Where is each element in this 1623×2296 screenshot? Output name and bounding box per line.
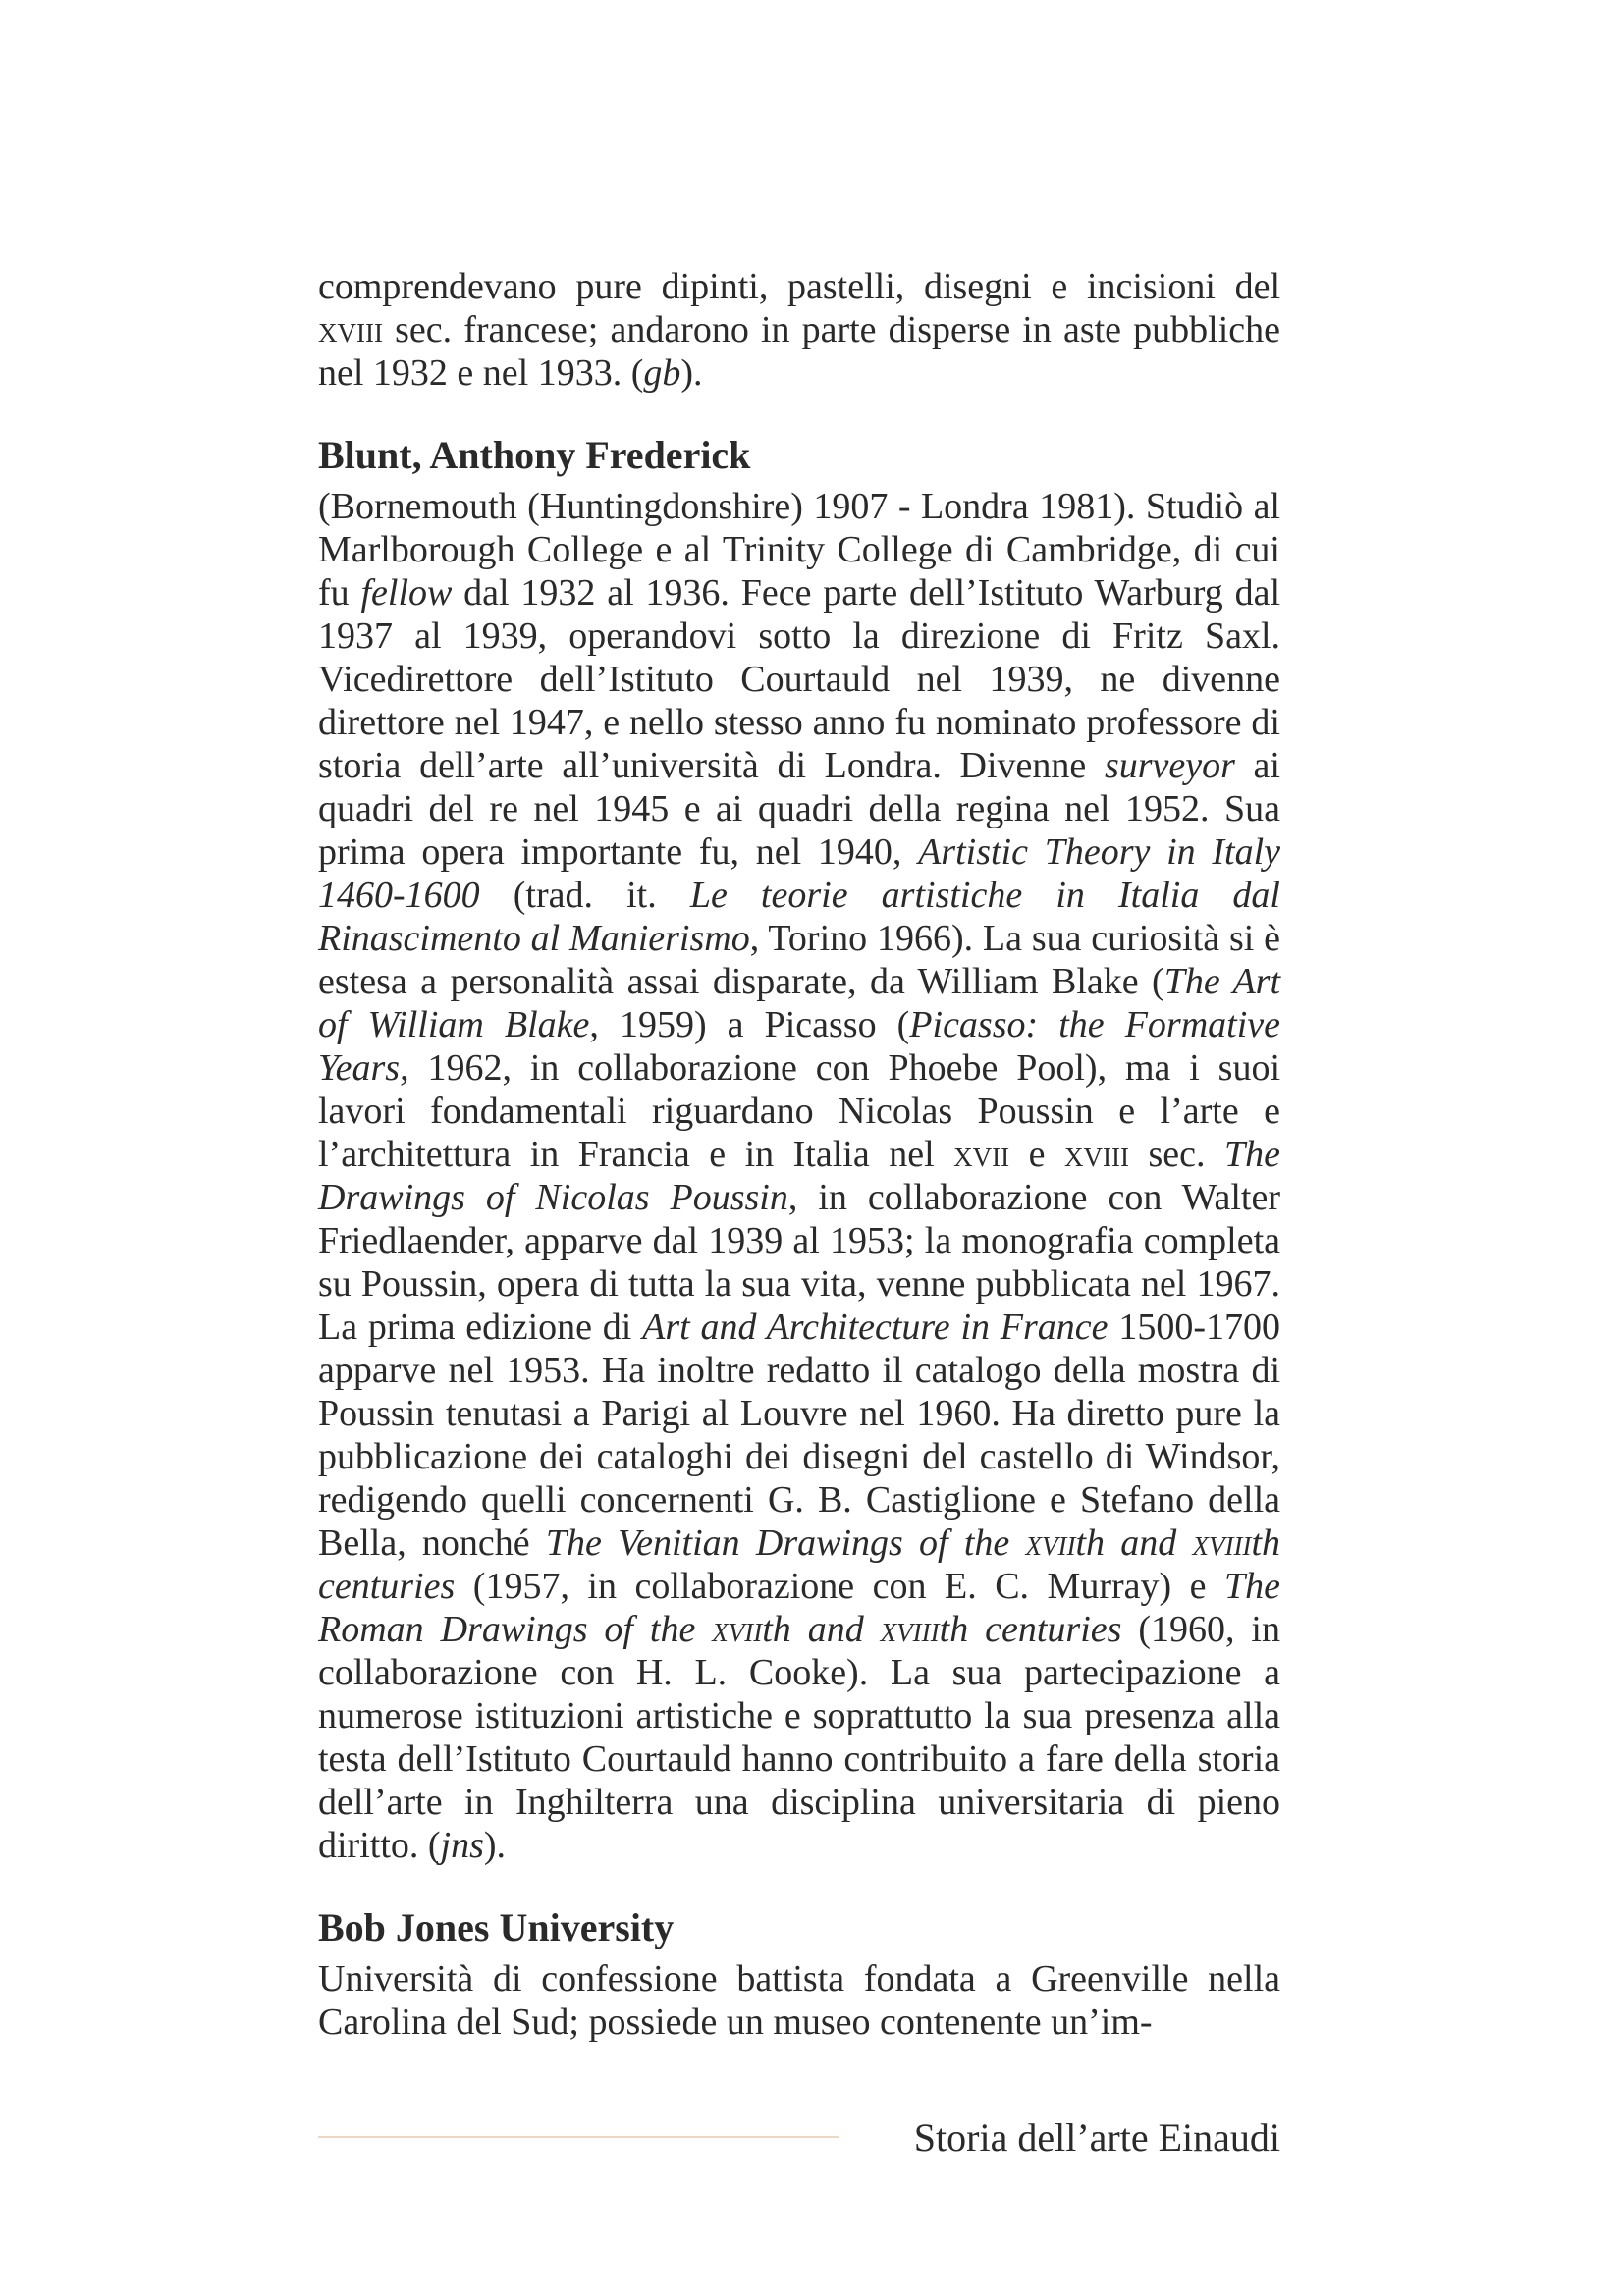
entry-body-bob-jones: Università di confessione battista fondata a Greenville nella Carolina del Sud; possiede un museo contenente un’im- — [318, 1958, 1280, 2043]
entry-body-blunt: (Bornemouth (Huntingdonshire) 1907 - Londra 1981). Studiò al Marlborough College e al Trinity College di Cambridge, di cui fu fellow dal 1932 al 1936. Fece parte dell’Istituto Warburg dal 1937 al 1939, operandovi sotto la direzione di Fritz Saxl. Vicedirettore dell’Istituto Courtauld nel 1939, ne divenne direttore nel 1947, e nello stesso anno fu nominato professore di storia dell’arte all’università di Londra. Divenne surveyor ai quadri del re nel 1945 e ai quadri della regina nel 1952. Sua prima opera importante fu, nel 1940, Artistic Theory in Italy 1460-1600 (trad. it. Le teorie artistiche in Italia dal Rinascimento al Manierismo, Torino 1966). La sua curiosità si è estesa a personalità assai disparate, da William Blake (The Art of William Blake, 1959) a Picasso (Picasso: the Formative Years, 1962, in collaborazione con Phoebe Pool), ma i suoi lavori fondamentali riguardano Nicolas Poussin e l’arte e l’architettura in Francia e in Italia nel xvii e xviii sec. The Drawings of Nicolas Poussin, in collaborazione con Walter Friedlaender, apparve dal 1939 al 1953; la monografia completa su Poussin, opera di tutta la sua vita, venne pubblicata nel 1967. La prima edizione di Art and Architecture in France 1500-1700 apparve nel 1953. Ha inoltre redatto il catalogo della mostra di Poussin tenutasi a Parigi al Louvre nel 1960. Ha diretto pure la pubblicazione dei cataloghi dei disegni del castello di Windsor, redigendo quelli concernenti G. B. Castiglione e Stefano della Bella, nonché The Venitian Drawings of the xviith and xviiith centuries (1957, in collaborazione con E. C. Murray) e The Roman Drawings of the xviith and xviiith centuries (1960, in collaborazione con H. L. Cooke). La sua partecipazione a numerose istituzioni artistiche e soprattutto la sua presenza alla testa dell’Istituto Courtauld hanno contribuito a fare della storia dell’arte in Inghilterra una disciplina universitaria di pieno diritto. (jns). — [318, 486, 1281, 1866]
entry-heading-bob-jones: Bob Jones University — [318, 1905, 675, 1949]
entry-heading-blunt: Blunt, Anthony Frederick — [318, 433, 751, 477]
page-footer — [318, 2108, 1280, 2166]
page-content — [318, 265, 1280, 2044]
footer-title: Storia dell’arte Einaudi — [913, 2114, 1280, 2160]
continued-paragraph: comprendevano pure dipinti, pastelli, disegni e incisioni del xviii sec. francese; andarono in parte disperse in aste pubbliche nel 1932 e nel 1933. (gb). — [318, 266, 1280, 394]
footer-rule — [318, 2136, 839, 2138]
